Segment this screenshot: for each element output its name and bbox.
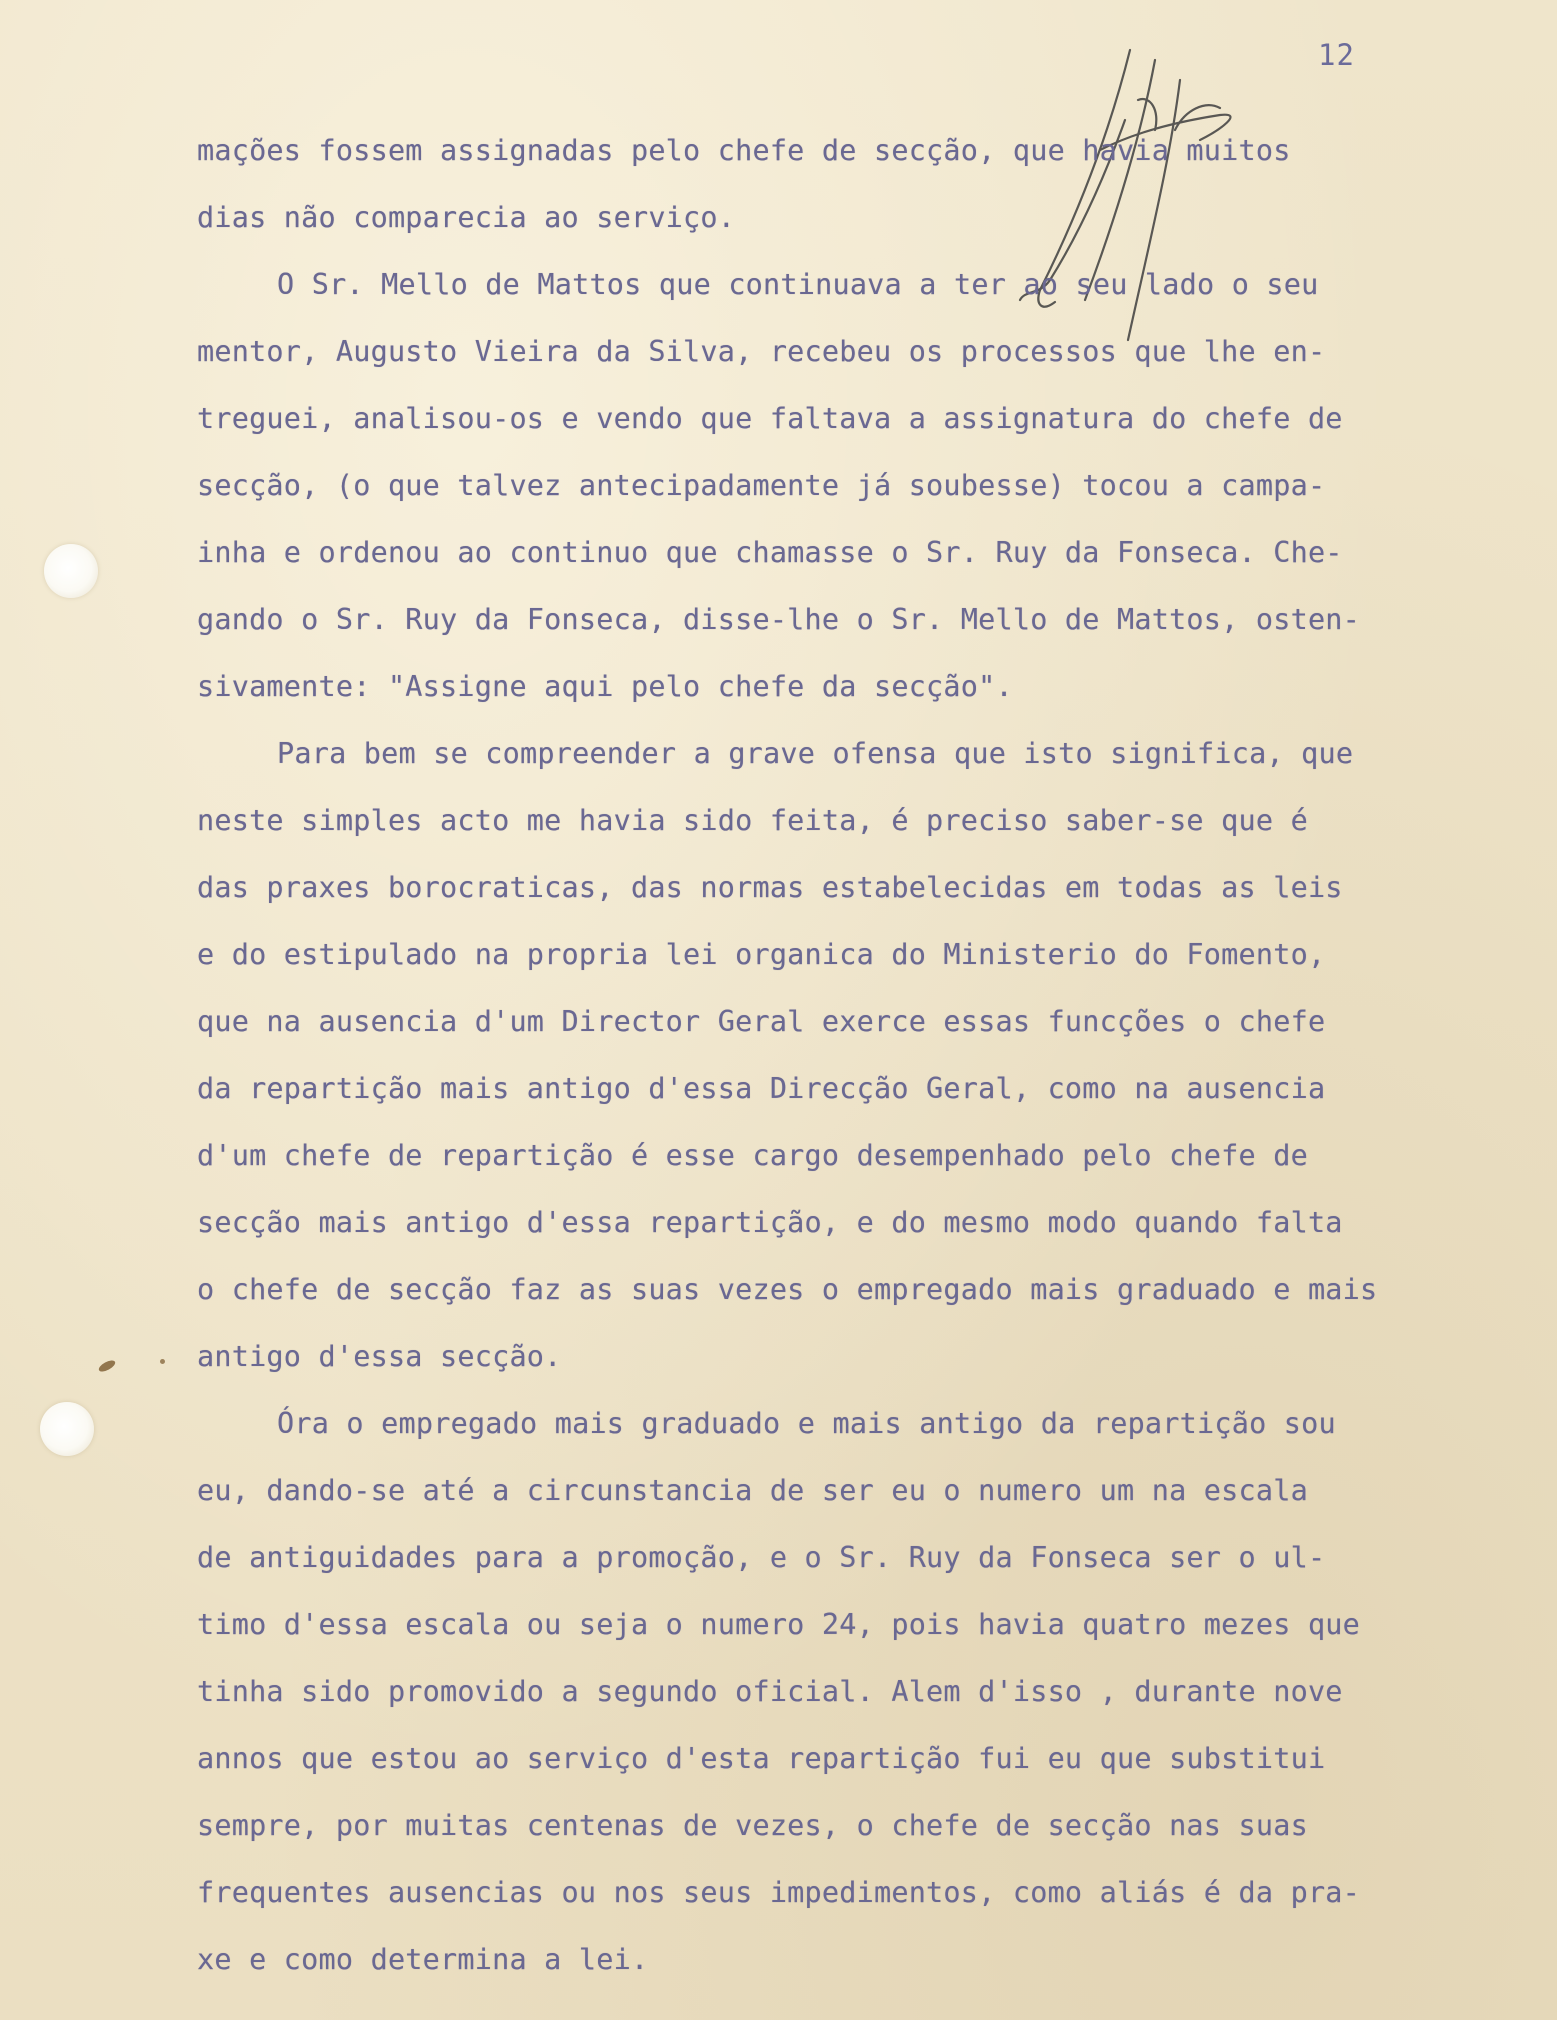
ink-dot-mark — [160, 1359, 165, 1364]
text-line: o chefe de secção faz as suas vezes o empregado mais graduado e mais — [197, 1273, 1378, 1306]
text-line: gando o Sr. Ruy da Fonseca, disse-lhe o Sr. Mello de Mattos, osten- — [197, 603, 1361, 636]
text-line: timo d'essa escala ou seja o numero 24, pois havia quatro mezes que — [197, 1608, 1361, 1641]
ink-blot-mark — [97, 1358, 117, 1374]
text-line: frequentes ausencias ou nos seus impedimentos, como aliás é da pra- — [197, 1876, 1361, 1909]
text-line: neste simples acto me havia sido feita, é preciso saber-se que é — [197, 804, 1308, 837]
text-line: sivamente: "Assigne aqui pelo chefe da secção". — [197, 670, 1013, 703]
text-line: das praxes borocraticas, das normas estabelecidas em todas as leis — [197, 871, 1343, 904]
text-line: Para bem se compreender a grave ofensa que isto significa, que — [277, 737, 1354, 770]
text-line: que na ausencia d'um Director Geral exerce essas funcções o chefe — [197, 1005, 1326, 1038]
punch-hole-top — [44, 544, 98, 598]
text-line: da repartição mais antigo d'essa Direcção Geral, como na ausencia — [197, 1072, 1326, 1105]
text-line: inha e ordenou ao continuo que chamasse o Sr. Ruy da Fonseca. Che- — [197, 536, 1343, 569]
handwritten-signature-mark — [980, 40, 1280, 360]
text-line: dias não comparecia ao serviço. — [197, 201, 736, 234]
text-line: eu, dando-se até a circunstancia de ser eu o numero um na escala — [197, 1474, 1308, 1507]
text-line: annos que estou ao serviço d'esta repartição fui eu que substitui — [197, 1742, 1326, 1775]
punch-hole-bottom — [40, 1402, 94, 1456]
text-line: tinha sido promovido a segundo oficial. Alem d'isso , durante nove — [197, 1675, 1343, 1708]
text-line: mentor, Augusto Vieira da Silva, recebeu os processos que lhe en- — [197, 335, 1326, 368]
text-line: e do estipulado na propria lei organica do Ministerio do Fomento, — [197, 938, 1326, 971]
text-line: d'um chefe de repartição é esse cargo desempenhado pelo chefe de — [197, 1139, 1308, 1172]
text-line: antigo d'essa secção. — [197, 1340, 562, 1373]
text-line: de antiguidades para a promoção, e o Sr. Ruy da Fonseca ser o ul- — [197, 1541, 1326, 1574]
text-line: treguei, analisou-os e vendo que faltava a assignatura do chefe de — [197, 402, 1343, 435]
text-line: secção mais antigo d'essa repartição, e do mesmo modo quando falta — [197, 1206, 1343, 1239]
text-line: secção, (o que talvez antecipadamente já soubesse) tocou a campa- — [197, 469, 1326, 502]
text-line: xe e como determina a lei. — [197, 1943, 649, 1976]
text-line: Óra o empregado mais graduado e mais antigo da repartição sou — [277, 1407, 1336, 1440]
text-line: sempre, por muitas centenas de vezes, o chefe de secção nas suas — [197, 1809, 1308, 1842]
text-line: O Sr. Mello de Mattos que continuava a ter ao seu lado o seu — [277, 268, 1319, 301]
text-line: mações fossem assignadas pelo chefe de secção, que havia muitos — [197, 134, 1291, 167]
page-number: 12 — [1318, 38, 1355, 72]
